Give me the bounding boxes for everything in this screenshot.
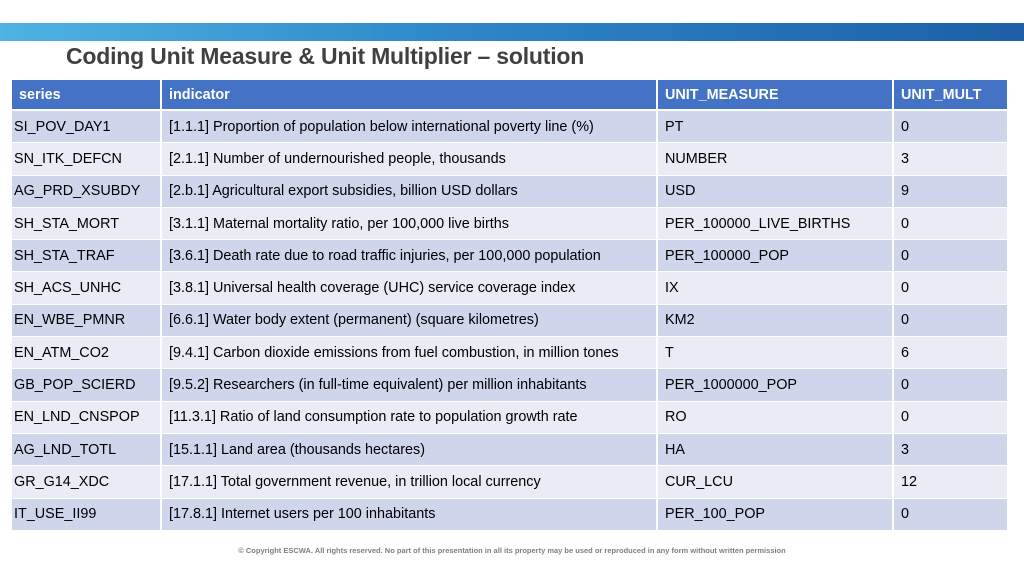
indicator-cell: [2.1.1] Number of undernourished people, thousands (162, 143, 658, 175)
table-row (12, 111, 1009, 143)
table-row (12, 272, 1009, 304)
unit-measure-cell: T (658, 337, 894, 369)
indicator-cell: [9.4.1] Carbon dioxide emissions from fuel combustion, in million tones (162, 337, 658, 369)
unit-mult-cell: 0 (894, 402, 1009, 434)
table-row (12, 240, 1009, 272)
indicator-cell: [15.1.1] Land area (thousands hectares) (162, 434, 658, 466)
series-cell: AG_PRD_XSUBDY (12, 176, 162, 208)
unit-measure-cell: NUMBER (658, 143, 894, 175)
unit-mult-cell: 0 (894, 305, 1009, 337)
series-cell: AG_LND_TOTL (12, 434, 162, 466)
unit-measure-cell: PER_100000_POP (658, 240, 894, 272)
series-cell: SI_POV_DAY1 (12, 111, 162, 143)
unit-mult-cell: 3 (894, 143, 1009, 175)
column-header-unit-measure: UNIT_MEASURE (658, 80, 894, 111)
unit-measure-cell: CUR_LCU (658, 466, 894, 498)
unit-measure-cell: PER_1000000_POP (658, 369, 894, 401)
unit-measure-cell: PER_100000_LIVE_BIRTHS (658, 208, 894, 240)
column-header-series: series (12, 80, 162, 111)
series-cell: GB_POP_SCIERD (12, 369, 162, 401)
page-title: Coding Unit Measure & Unit Multiplier – solution (66, 43, 585, 69)
column-header-indicator: indicator (162, 80, 658, 111)
table-row (12, 369, 1009, 401)
unit-mult-cell: 12 (894, 466, 1009, 498)
table-row (12, 402, 1009, 434)
indicator-cell: [3.1.1] Maternal mortality ratio, per 100,000 live births (162, 208, 658, 240)
unit-measure-cell: PER_100_POP (658, 499, 894, 531)
unit-mult-cell: 0 (894, 369, 1009, 401)
unit-mult-cell: 0 (894, 111, 1009, 143)
unit-mult-cell: 3 (894, 434, 1009, 466)
series-cell: EN_LND_CNSPOP (12, 402, 162, 434)
series-cell: SH_ACS_UNHC (12, 272, 162, 304)
unit-measure-cell: USD (658, 176, 894, 208)
unit-measure-table (12, 80, 1009, 531)
indicator-cell: [17.1.1] Total government revenue, in trillion local currency (162, 466, 658, 498)
table-row (12, 305, 1009, 337)
series-cell: GR_G14_XDC (12, 466, 162, 498)
table-row (12, 499, 1009, 531)
indicator-cell: [3.6.1] Death rate due to road traffic injuries, per 100,000 population (162, 240, 658, 272)
unit-measure-cell: IX (658, 272, 894, 304)
indicator-cell: [1.1.1] Proportion of population below international poverty line (%) (162, 111, 658, 143)
indicator-cell: [11.3.1] Ratio of land consumption rate to population growth rate (162, 402, 658, 434)
unit-mult-cell: 6 (894, 337, 1009, 369)
series-cell: IT_USE_II99 (12, 499, 162, 531)
series-cell: SN_ITK_DEFCN (12, 143, 162, 175)
series-cell: EN_WBE_PMNR (12, 305, 162, 337)
unit-mult-cell: 0 (894, 499, 1009, 531)
table-row (12, 143, 1009, 175)
copyright-footer: © Copyright ESCWA. All rights reserved. No part of this presentation in all its property may be used or reproduced in any form without written permission (238, 546, 786, 555)
series-cell: EN_ATM_CO2 (12, 337, 162, 369)
table-row (12, 208, 1009, 240)
unit-mult-cell: 0 (894, 240, 1009, 272)
unit-mult-cell: 0 (894, 208, 1009, 240)
table-row (12, 337, 1009, 369)
indicator-cell: [3.8.1] Universal health coverage (UHC) service coverage index (162, 272, 658, 304)
table-row (12, 434, 1009, 466)
column-header-unit-mult: UNIT_MULT (894, 80, 1009, 111)
indicator-cell: [6.6.1] Water body extent (permanent) (square kilometres) (162, 305, 658, 337)
series-cell: SH_STA_TRAF (12, 240, 162, 272)
unit-mult-cell: 9 (894, 176, 1009, 208)
unit-measure-cell: HA (658, 434, 894, 466)
unit-measure-cell: RO (658, 402, 894, 434)
indicator-cell: [9.5.2] Researchers (in full-time equivalent) per million inhabitants (162, 369, 658, 401)
table-header-row (12, 80, 1009, 111)
unit-mult-cell: 0 (894, 272, 1009, 304)
table-row (12, 466, 1009, 498)
indicator-cell: [2.b.1] Agricultural export subsidies, billion USD dollars (162, 176, 658, 208)
header-band (0, 23, 1024, 41)
indicator-cell: [17.8.1] Internet users per 100 inhabitants (162, 499, 658, 531)
unit-measure-cell: PT (658, 111, 894, 143)
series-cell: SH_STA_MORT (12, 208, 162, 240)
unit-measure-cell: KM2 (658, 305, 894, 337)
table-row (12, 176, 1009, 208)
table-body (12, 111, 1009, 531)
